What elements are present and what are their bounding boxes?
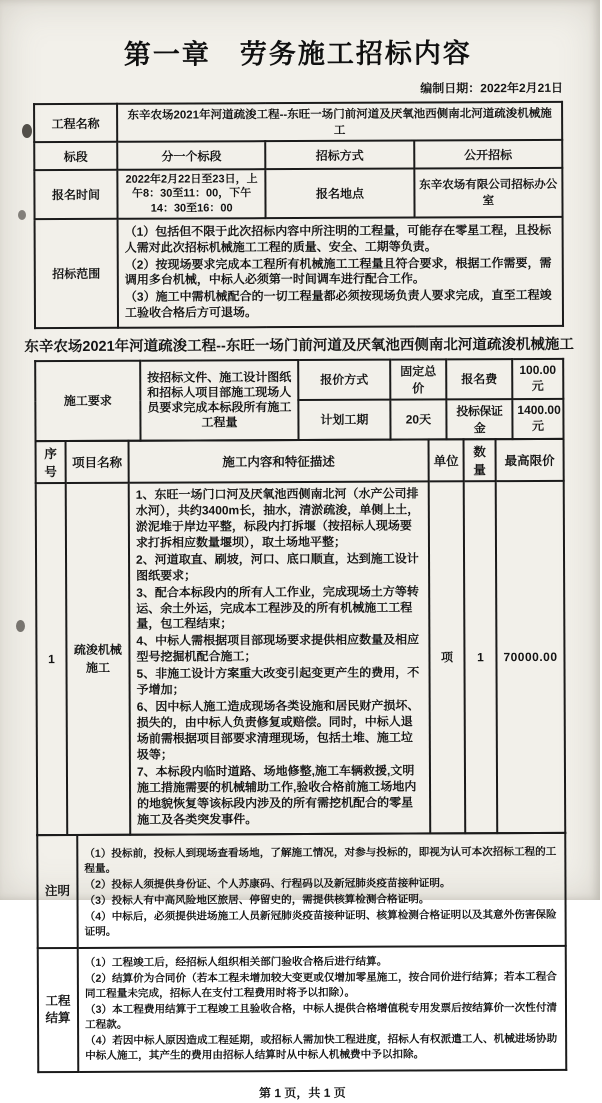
desc-line: 4、中标人需根据项目部现场要求提供相应数量及相应型号挖掘机配合施工；	[136, 632, 420, 665]
desc-line: 1、东旺一场门口河及厌氧池西侧南北河（水产公司排水河），共约3400m长，抽水，清淤疏浚，单侧上土，淤泥堆于岸边平整，标段内打拆堰（按招标人现场要求打拆相应数量堰坝），取土场地平整；	[135, 486, 420, 550]
settlement-content	[78, 946, 567, 1072]
item-unit: 项	[429, 481, 466, 833]
page-number: 第 1 页，共 1 页	[258, 1086, 346, 1101]
requirements-table	[34, 358, 564, 442]
scope-item: （3）施工中需机械配合的一切工程量都必须按现场负责人要求完成，直至工程竣工验收合格后方可退场。	[124, 288, 552, 320]
signup-time-label: 报名时间	[34, 170, 117, 219]
col-header-desc: 施工内容和特征描述	[129, 439, 429, 482]
bid-scope-value	[118, 217, 563, 328]
quote-method-value: 固定总价	[390, 359, 446, 399]
compile-date: 编制日期：2022年2月21日	[420, 80, 564, 96]
item-qty: 1	[464, 481, 498, 833]
quote-method-label: 报价方式	[298, 359, 390, 399]
settlement-item: （3）本工程费用结算于工程竣工且验收合格，中标人提供合格增值税专用发票后按结算价一次性付清工程款。	[84, 1002, 558, 1032]
table-row	[36, 481, 566, 835]
section-value: 分一个标段	[117, 141, 265, 170]
signup-fee-label: 报名费	[446, 359, 512, 399]
desc-line: 2、河道取直、刷坡，河口、底口顺直，达到施工设计图纸要求；	[136, 551, 419, 583]
info-table	[33, 101, 564, 329]
table-header-row	[36, 439, 564, 483]
notes-settlement-table	[36, 832, 567, 1074]
note-item: （3）投标人有中高风险地区旅居、停留史的，需提供核算检测合格证明。	[84, 893, 430, 907]
planned-period-label: 计划工期	[298, 399, 390, 439]
signup-place-value: 东辛农场有限公司招标办公室	[414, 168, 563, 218]
settlement-label: 工程结算	[38, 948, 79, 1072]
note-item: （1）投标前，投标人到现场查看场地，了解施工情况，对参与投标的，即视为认可本次招标工程的工程量。	[84, 845, 557, 875]
settlement-item: （1）工程竣工后，经招标人组织相关部门验收合格后进行结算。	[84, 955, 388, 970]
col-header-price: 最高限价	[496, 439, 564, 481]
scope-item: （1）包括但不限于此次招标内容中所注明的工程量，可能存在零星工程，且投标人需对此次招标机械施工工程的质量、安全、工期等负责。	[124, 222, 552, 255]
notes-content	[77, 833, 565, 948]
signup-fee-value: 100.00元	[512, 359, 563, 399]
col-header-qty: 数量	[464, 439, 496, 481]
desc-line: 7、本标段内临时道路、场地修整,施工车辆救援,文明施工措施需要的机械辅助工作,验收合格前施工场地内的地貌恢复等该标段内涉及的所有需挖机配合的零星施工及各类突发事件。	[136, 763, 417, 827]
desc-line: 5、非施工设计方案重大改变引起变更产生的费用，不予增加；	[136, 665, 420, 698]
bid-method-value: 公开招标	[414, 140, 562, 169]
items-table	[35, 438, 567, 836]
construction-req-value: 按招标文件、施工设计图纸和招标人项目部施工现场人员要求完成本标段所有施工工程量	[140, 360, 298, 441]
desc-line: 3、配合本标段内的所有人工作业，完成现场土方等转运、余土外运，完成本工程涉及的所有机械施工工程量，包工程结束；	[136, 584, 419, 632]
note-item: （4）中标后，必须提供进场施工人员新冠肺炎疫苗接种证明、核算检测合格证明以及其意外伤害保险证明。	[84, 908, 557, 938]
table-row	[35, 359, 563, 401]
item-max-price: 70000.00	[496, 481, 566, 833]
bid-scope-label: 招标范围	[35, 219, 118, 328]
section-label: 标段	[34, 142, 117, 170]
desc-line: 6、因中标人施工造成现场各类设施和居民财产损坏、损失的，由中标人负责修复或赔偿。同时，中标人退场前需根据项目部要求清理现场，包括土堆、施工垃圾等；	[136, 698, 420, 762]
col-header-name: 项目名称	[66, 441, 129, 483]
settlement-item: （2）结算价为合同价（若本工程未增加较大变更或仅增加零星施工，按合同价进行结算；若本工程合同工程量未完成，招标人在支付工程费用时将予以扣除）。	[84, 970, 557, 1001]
project-name-value: 东辛农场2021年河道疏浚工程--东旺一场门前河道及厌氧池西侧南北河道疏浚机械施工	[117, 102, 562, 142]
item-name: 疏浚机械施工	[66, 483, 131, 835]
item-description	[129, 481, 431, 834]
col-header-no: 序号	[36, 441, 66, 483]
table-row	[38, 946, 567, 1073]
bid-deposit-value: 1400.00元	[512, 399, 563, 439]
table-row	[34, 102, 562, 142]
signup-time-value: 2022年2月22日至23日，上午8：30至11：00，下午14：30至16：00	[117, 169, 266, 219]
bid-deposit-label: 投标保证金	[446, 399, 512, 439]
table-row	[35, 217, 563, 328]
project-name-label: 工程名称	[34, 104, 117, 142]
planned-period-value: 20天	[390, 399, 446, 439]
scope-item: （2）按现场要求完成本工程所有机械施工工程量且符合要求，根据工作需要，需调用多台机械，中标人必须第一时间调车进行配合工作。	[124, 255, 552, 288]
note-item: （2）投标人须提供身份证、个人苏康码、行程码以及新冠肺炎疫苗接种证明。	[84, 877, 451, 891]
settlement-item: （4）若因中标人原因造成工程延期，或招标人需加快工程进度，招标人有权派遣工人、机械进场协助中标人施工，其产生的费用由招标人结算时从中标人机械费中予以扣除。	[85, 1033, 558, 1063]
signup-place-label: 报名地点	[266, 168, 415, 218]
notes-label: 注明	[37, 835, 77, 948]
construction-req-label: 施工要求	[35, 361, 140, 441]
table-row	[37, 833, 565, 948]
project-section-title: 东辛农场2021年河道疏浚工程--东旺一场门前河道及厌氧池西侧南北河道疏浚机械施工	[24, 336, 574, 356]
bid-method-label: 招标方式	[266, 140, 414, 169]
col-header-unit: 单位	[429, 439, 464, 481]
page-title: 第一章 劳务施工招标内容	[123, 38, 472, 70]
item-no: 1	[36, 483, 68, 835]
table-row	[34, 140, 562, 170]
table-row	[34, 168, 562, 219]
